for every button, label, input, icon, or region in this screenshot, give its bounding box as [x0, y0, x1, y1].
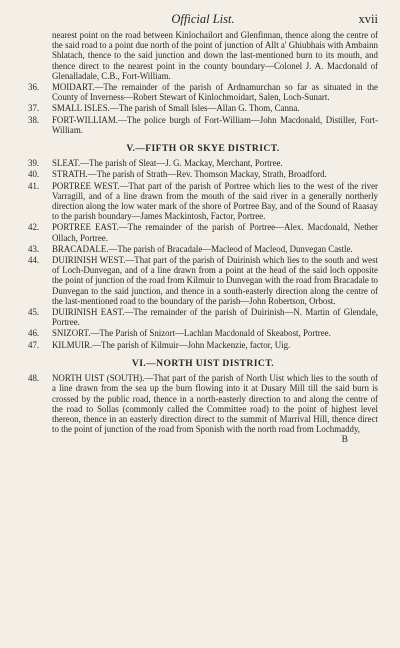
entry	[28, 255, 378, 306]
entry-text: DUIRINISH WEST.—That part of the parish of Duirinish which lies to the south and west of Loch-Dunvegan, and of a line drawn from a point at the head of the said loch opposite the point of junction of the road from Kilmuir to Dunvegan with the road from Bracadale to Dunvegan to the said junction, and thence in a south-easterly direction along the centre of the last-mentioned road to the boundary of the parish—John Robertson, Orbost.	[52, 255, 378, 306]
entry-number: 38.	[28, 114, 40, 125]
entry	[28, 103, 378, 113]
section-heading-fifth: V.—FIFTH OR SKYE DISTRICT.	[126, 143, 280, 155]
entry	[28, 244, 378, 254]
entry-number: 47.	[28, 339, 40, 350]
entry-number: 43.	[28, 243, 40, 254]
entry-text: MOIDART.—The remainder of the parish of Ardnamurchan so far as situated in the County of Inverness—Robert Stewart of Kinlochmoidart, Salen, Loch-Sunart.	[52, 82, 378, 103]
entry	[28, 307, 378, 327]
continuation-text: nearest point on the road between Kinlochailort and Glenfinnan, thence along the centre of the said road to a point due north of the point of junction of Allt a' Ghiubhais with Ambainn Shlatach, thence to the said junction and down the last-mentioned burn to its mouth, and thence direct to the nearest point in the county boundary—Colonel J. A. Macdonald of Glenalladale, C.B., Fort-William.	[52, 30, 378, 81]
entry	[28, 158, 378, 168]
entry-list-a	[28, 82, 378, 135]
entry-text: SNIZORT.—The Parish of Snizort—Lachlan Macdonald of Skeabost, Portree.	[52, 328, 331, 339]
page-body	[28, 30, 378, 446]
entry-number: 42.	[28, 222, 40, 233]
page-header	[28, 8, 378, 30]
entry	[28, 328, 378, 338]
section-heading-sixth: VI.—NORTH UIST DISTRICT.	[131, 357, 275, 369]
entry	[28, 82, 378, 102]
entry-number: 41.	[28, 180, 40, 191]
entry-number: 45.	[28, 307, 40, 318]
entry-number: 40.	[28, 169, 40, 180]
entry	[28, 373, 378, 434]
running-title: Official List.	[171, 12, 235, 26]
entry-text: PORTREE EAST.—The remainder of the parish of Portree—Alex. Macdonald, Nether Ollach, Portree.	[52, 222, 378, 243]
entry-number: 39.	[28, 158, 40, 169]
signature-mark: B	[341, 435, 348, 446]
entry	[28, 115, 378, 135]
entry-text: SMALL ISLES.—The parish of Small Isles—Allan G. Thom, Canna.	[52, 103, 300, 114]
entry-number: 36.	[28, 82, 40, 93]
entry-text: FORT-WILLIAM.—The police burgh of Fort-William—John Macdonald, Distiller, Fort-William.	[52, 114, 378, 135]
entry-text: KILMUIR.—The parish of Kilmuir—John Mackenzie, factor, Uig.	[52, 339, 291, 350]
entry	[28, 169, 378, 179]
entry-text: SLEAT.—The parish of Sleat—J. G. Mackay, Merchant, Portree.	[52, 158, 283, 169]
entry-number: 48.	[28, 373, 40, 384]
entry	[28, 181, 378, 222]
entry-number: 46.	[28, 328, 40, 339]
entry	[28, 222, 378, 242]
entry-text: PORTREE WEST.—That part of the parish of Portree which lies to the west of the river Varragill, and of a line drawn from the mouth of the said river in a generally northerly direction along the low water mark of the shore of Portree Bay, and of the Sound of Raasay to the parish boundary—James Mackintosh, Factor, Portree.	[52, 180, 378, 222]
entry	[28, 340, 378, 350]
entry-text: STRATH.—The parish of Strath—Rev. Thomson Mackay, Strath, Broadford.	[52, 169, 327, 180]
page-number: xvii	[358, 12, 378, 26]
entry-number: 44.	[28, 255, 40, 266]
entry-list-b	[28, 158, 378, 350]
entry-text: BRACADALE.—The parish of Bracadale—Macleod of Macleod, Dunvegan Castle.	[52, 243, 353, 254]
entry-text: DUIRINISH EAST.—The remainder of the parish of Duirinish—N. Martin of Glendale, Portree.	[52, 307, 378, 328]
entry-number: 37.	[28, 103, 40, 114]
entry-list-c	[28, 373, 378, 434]
continuation-paragraph	[28, 30, 378, 81]
entry-text: NORTH UIST (SOUTH).—That part of the parish of North Uist which lies to the south of a line drawn from the sea up the burn flowing into it at Dusary Mill till the said burn is crossed by the public road, thence in a north-easterly direction to and along the centre of the road to Sollas (commonly called the Committee road) to the point of highest level thereon, thence in an easterly direction direct to the summit of Marrival Hill, thence direct to the point of junction of the road from Sponish with the north road from Lochmaddy,	[52, 373, 378, 435]
